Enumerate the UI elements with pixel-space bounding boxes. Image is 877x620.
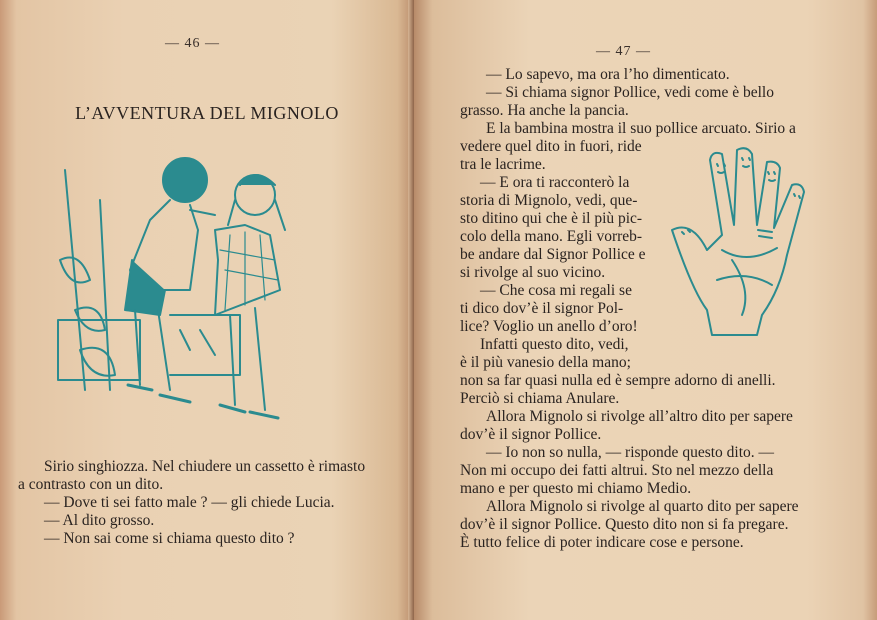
text-line: — Lo sapevo, ma ora l’ho dimenticato.: [486, 66, 730, 83]
text-line: storia di Mignolo, vedi, que-: [460, 192, 638, 209]
text-line: mano e per questo mi chiamo Medio.: [460, 480, 692, 497]
text-line: a contrasto con un dito.: [18, 476, 164, 493]
text-line: non sa far quasi nulla ed è sempre adorno di anelli.: [460, 372, 776, 389]
text-line: Allora Mignolo si rivolge all’altro dito per sapere: [486, 408, 793, 425]
text-line: dov’è il signor Pollice.: [460, 426, 602, 443]
right-page: [414, 0, 877, 620]
text-line: si rivolge al suo vicino.: [460, 264, 606, 281]
text-line: — Che cosa mi regali se: [480, 282, 632, 299]
page-number-left: — 46 —: [165, 36, 220, 51]
text-line: — Al dito grosso.: [44, 512, 155, 529]
text-line: E la bambina mostra il suo pollice arcuato. Sirio a: [486, 120, 796, 137]
left-page: [0, 0, 414, 620]
text-line: ti dico dov’è il signor Pol-: [460, 300, 624, 317]
text-line: be andare dal Signor Pollice e: [460, 246, 646, 263]
text-line: — Dove ti sei fatto male ? — gli chiede Lucia.: [44, 494, 335, 511]
text-line: Perciò si chiama Anulare.: [460, 390, 620, 407]
page-number-right: — 47 —: [596, 44, 651, 59]
text-line: è il più vanesio della mano;: [460, 354, 631, 371]
text-line: È tutto felice di poter indicare cose e persone.: [460, 534, 744, 551]
text-line: vedere quel dito in fuori, ride: [460, 138, 642, 155]
text-line: — Non sai come si chiama questo dito ?: [44, 530, 295, 547]
hand-illustration: [662, 140, 822, 340]
children-illustration: [40, 140, 320, 440]
text-line: colo della mano. Egli vorreb-: [460, 228, 643, 245]
text-line: — E ora ti racconterò la: [480, 174, 630, 191]
text-line: Infatti questo dito, vedi,: [480, 336, 629, 353]
text-line: Non mi occupo dei fatti altrui. Sto nel mezzo della: [460, 462, 774, 479]
text-line: Sirio singhiozza. Nel chiudere un cassetto è rimasto: [44, 458, 366, 475]
text-line: grasso. Ha anche la pancia.: [460, 102, 629, 119]
text-line: — Si chiama signor Pollice, vedi come è bello: [486, 84, 774, 101]
text-line: lice? Voglio un anello d’oro!: [460, 318, 638, 335]
text-line: — Io non so nulla, — risponde questo dito. —: [486, 444, 775, 461]
text-line: tra le lacrime.: [460, 156, 546, 173]
chapter-title: L’AVVENTURA DEL MIGNOLO: [75, 103, 339, 123]
text-line: dov’è il signor Pollice. Questo dito non si fa pregare.: [460, 516, 789, 533]
text-line: Allora Mignolo si rivolge al quarto dito per sapere: [486, 498, 799, 515]
text-line: sto ditino qui che è il più pic-: [460, 210, 643, 227]
